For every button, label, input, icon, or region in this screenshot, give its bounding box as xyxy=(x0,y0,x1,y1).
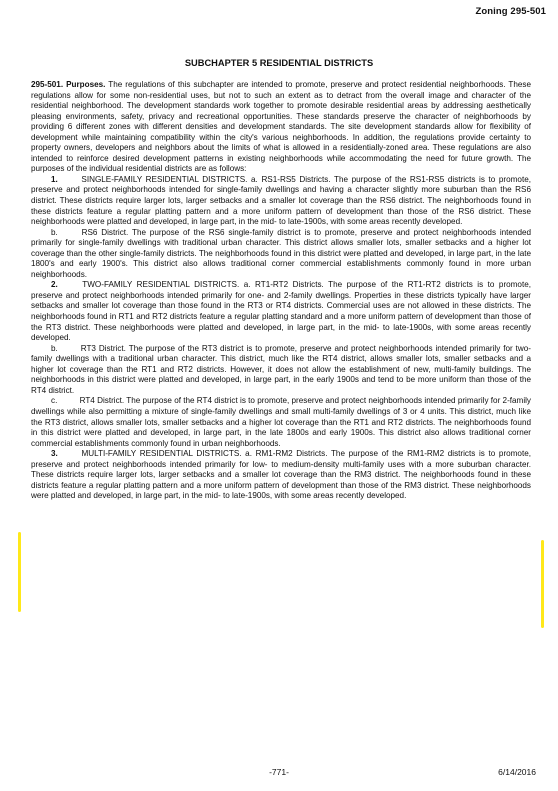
paragraph-two-family xyxy=(31,280,531,343)
section-heading: Purposes. xyxy=(66,80,106,89)
item-letter: b. xyxy=(51,343,58,353)
paragraph-rt3 xyxy=(31,344,531,397)
page-title: SUBCHAPTER 5 RESIDENTIAL DISTRICTS xyxy=(184,58,374,68)
paragraph-rt4 xyxy=(31,396,531,449)
item-number: 2. xyxy=(51,280,58,290)
item-text: RT3 District. The purpose of the RT3 district is to promote, preserve and protect neighborhoods intended primarily for two-family dwellings with a traditional urban character. This district, much like the RT4 district, allows smaller lots, smaller setbacks and a higher lot coverage than the RT1 and RT2 districts. However, it does not allow the establishment of new, multi-family buildings. The neighborhoods in this district were platted and developed, in large part, in the early 1900s and tend to be more uniform than those of the RT4 district. xyxy=(31,343,531,395)
paragraph-multi-family xyxy=(31,449,531,502)
item-number: 3. xyxy=(51,449,58,459)
item-letter: b. xyxy=(51,227,58,237)
page-header: Zoning 295-501 xyxy=(475,6,546,17)
highlight-marker-right xyxy=(541,540,544,628)
section-number: 295-501. xyxy=(31,80,64,89)
paragraph-single-family xyxy=(31,175,531,228)
paragraph-rs6 xyxy=(31,228,531,281)
page-date: 6/14/2016 xyxy=(498,767,536,777)
item-text: RS6 District. The purpose of the RS6 single-family district is to promote, preserve and protect neighborhoods intended primarily for single-family dwellings with traditional urban character. This district allows smaller lots, smaller setbacks and a higher lot coverage than the other single-family districts. The neighborhoods found in this district were platted and developed, in large part, in the late 1800's and early 1900's. This district also allows traditional corner commercial establishments commonly found in more urban neighborhoods. xyxy=(31,227,531,279)
item-text: RT4 District. The purpose of the RT4 district is to promote, preserve and protect neighborhoods intended primarily for 2-family dwellings while also permitting a mixture of single-family dwellings and small multi-family dwellings of 3 or 4 units. This district, much like the RT3 district, allows smaller lots, smaller setbacks and a higher lot coverage than the RT1 and RT2 districts. The neighborhoods found in this district were platted and developed, in large part, in the late 1800s and early 1900s. This district also allows traditional corner commercial establishments commonly found in urban neighborhoods. xyxy=(31,396,531,448)
item-text: MULTI-FAMILY RESIDENTIAL DISTRICTS. a. RM1-RM2 Districts. The purpose of the RM1-RM2 districts is to promote, preserve and protect neighborhoods intended primarily for low- to medium-density multi-family uses with a more suburban character. These districts require larger lots, larger setbacks and a smaller lot coverage than the RM3 district. The neighborhoods found in these districts feature a regular platting pattern and a more uniform pattern of development than those of the RM3 district. These neighborhoods were platted and developed, in large part, in the mid- to late-1900s, with some areas recently developed. xyxy=(31,449,531,501)
section-paragraph xyxy=(31,80,531,175)
page-number: -771- xyxy=(269,767,289,777)
highlight-marker-left xyxy=(18,532,21,612)
item-text: SINGLE-FAMILY RESIDENTIAL DISTRICTS. a. RS1-RS5 Districts. The purpose of the RS1-RS5 districts is to promote, preserve and protect neighborhoods intended for single-family dwellings and having a character slightly more suburban than the RS6 district. These districts require larger lots, larger setbacks and a smaller lot coverage than the RS6 district. The neighborhoods found in these districts feature a regular platting pattern and a more uniform pattern of development than those of the RS6 district. These neighborhoods were platted and developed, in large part, in the mid- to late-1900s, with some areas recently developed. xyxy=(31,174,531,227)
item-letter: c. xyxy=(51,396,58,406)
section-text: The regulations of this subchapter are intended to promote, preserve and protect residential neighborhoods. These regulations allow for some non-residential uses, but not to such an extent as to detract from the overall image and character of the residential neighborhood. The development standards work together to promote desirable residential areas by addressing aesthetically pleasing environments, safety, privacy and recreational opportunities. These standards preserve the character of neighborhoods by providing 6 different zones with different densities and development standards. The site development standards allow for flexibility of development while maintaining compatibility within the city's various neighborhoods. In addition, the regulations provide certainty to property owners, developers and neighbors about the limits of what is allowed in a residentially-zoned area. These regulations are also intended to reinforce desired development patterns in existing neighborhoods while accommodating the need for future growth. The purposes of the individual residential districts are as follows: xyxy=(31,80,531,174)
document-body xyxy=(31,80,531,502)
item-number: 1. xyxy=(51,174,58,184)
item-text: TWO-FAMILY RESIDENTIAL DISTRICTS. a. RT1-RT2 Districts. The purpose of the RT1-RT2 districts is to promote, preserve and protect neighborhoods intended primarily for one- and 2-family dwellings. Properties in these districts typically have larger setbacks and smaller lot coverage than those found in the RT3 or RT4 districts. Commercial uses are not allowed in these districts. The neighborhoods found in RT1 and RT2 districts feature a regular platting standard and a more uniform pattern of development than those of the RT3 district. These neighborhoods were platted and developed, in large part, in the mid- to late-1900s, with some areas recently developed. xyxy=(31,280,531,343)
